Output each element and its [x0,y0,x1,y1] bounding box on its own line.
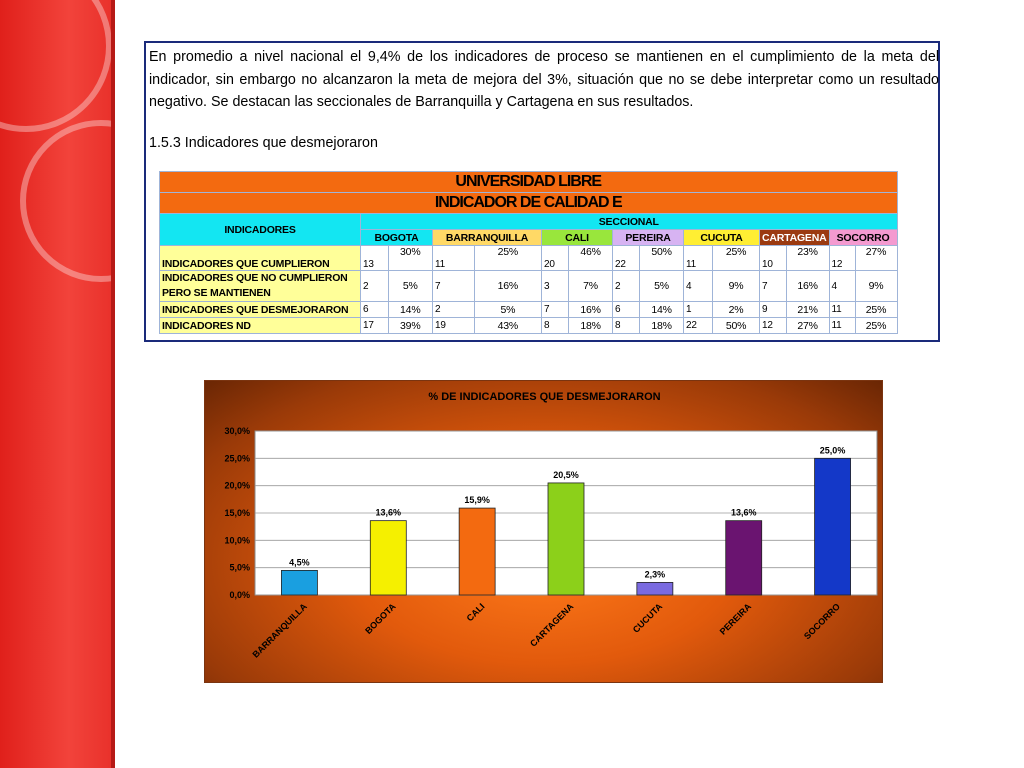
data-label: 2,3% [644,569,666,580]
count-cell: 12 [829,246,855,271]
count-cell: 7 [760,271,787,302]
count-cell: 11 [433,246,475,271]
content-panel [144,41,940,342]
percent-cell: 50% [640,246,684,271]
y-tick-label: 30,0% [224,426,250,436]
table-row [160,318,898,334]
count-cell: 9 [760,302,787,318]
y-tick-label: 5,0% [229,562,250,573]
percent-cell: 25% [855,318,897,334]
percent-cell: 43% [474,318,541,334]
row-label: INDICADORES QUE DESMEJORARON [160,302,361,318]
bar [459,508,495,595]
y-tick-label: 25,0% [224,453,250,464]
count-cell: 2 [433,302,475,318]
table-title-indicator: INDICADOR DE CALIDAD E [160,193,898,214]
column-header-socorro: SOCORRO [829,230,897,246]
indicators-table [159,171,898,334]
x-tick-label: CUCUTA [630,601,665,635]
percent-cell: 18% [640,318,684,334]
table-title-university: UNIVERSIDAD LIBRE [160,172,898,193]
percent-cell: 9% [855,271,897,302]
bar [726,521,762,595]
percent-cell: 2% [713,302,760,318]
count-cell: 20 [542,246,569,271]
percent-cell: 5% [474,302,541,318]
percent-cell: 5% [388,271,432,302]
section-heading: 1.5.3 Indicadores que desmejoraron [149,135,378,151]
summary-paragraph: En promedio a nivel nacional el 9,4% de los indicadores de proceso se mantienen en el cumplimiento de la meta del indicador, sin embargo no alcanzaron la meta de mejora del 3%, situación que no se debe interpretar como un resultado negativo. Se destacan las seccionales de Barranquilla y Cartagena en sus resultados. [149,49,939,110]
count-cell: 7 [542,302,569,318]
percent-cell: 39% [388,318,432,334]
x-tick-label: PEREIRA [717,601,754,637]
y-tick-label: 15,0% [224,508,250,518]
count-cell: 4 [684,271,713,302]
x-tick-label: BARRANQUILLA [250,601,309,660]
percent-cell: 27% [786,318,829,334]
count-cell: 2 [361,271,389,302]
count-cell: 11 [829,318,855,334]
count-cell: 8 [542,318,569,334]
count-cell: 2 [613,271,640,302]
column-header-bogota: BOGOTA [361,230,433,246]
data-label: 13,6% [730,507,757,518]
chart-container [204,380,883,683]
percent-cell: 25% [855,302,897,318]
percent-cell: 25% [474,246,541,271]
percent-cell: 21% [786,302,829,318]
decorative-side-band [0,0,115,768]
count-cell: 6 [613,302,640,318]
row-label: INDICADORES QUE CUMPLIERON [160,246,361,271]
data-label: 25,0% [819,445,846,456]
bar [281,570,317,595]
count-cell: 22 [684,318,713,334]
data-label: 13,6% [375,507,402,518]
band-edge [111,0,115,768]
row-label-line: INDICADORES QUE NO CUMPLIERON [162,272,348,284]
column-header-pereira: PEREIRA [613,230,684,246]
percent-cell: 50% [713,318,760,334]
chart-title: % DE INDICADORES QUE DESMEJORARON [428,391,661,403]
table-row [160,302,898,318]
data-label: 15,9% [464,495,490,506]
count-cell: 12 [760,318,787,334]
y-tick-label: 10,0% [224,535,250,546]
percent-cell: 9% [713,271,760,302]
percent-cell: 27% [855,246,897,271]
count-cell: 17 [361,318,389,334]
bar [370,521,406,595]
percent-cell: 14% [388,302,432,318]
bar-chart [205,381,882,682]
x-tick-label: SOCORRO [802,601,842,642]
decorative-ring [0,0,112,132]
x-tick-label: CARTAGENA [528,601,576,649]
percent-cell: 30% [388,246,432,271]
count-cell: 8 [613,318,640,334]
table-row [160,271,898,302]
row-label [160,271,361,302]
count-cell: 4 [829,271,855,302]
percent-cell: 7% [569,271,613,302]
count-cell: 1 [684,302,713,318]
column-header-cucuta: CUCUTA [684,230,760,246]
percent-cell: 18% [569,318,613,334]
count-cell: 11 [829,302,855,318]
percent-cell: 16% [786,271,829,302]
percent-cell: 23% [786,246,829,271]
percent-cell: 25% [713,246,760,271]
count-cell: 10 [760,246,787,271]
percent-cell: 14% [640,302,684,318]
column-header-barranquilla: BARRANQUILLA [433,230,542,246]
count-cell: 7 [433,271,475,302]
row-label: INDICADORES ND [160,318,361,334]
column-header-cartagena: CARTAGENA [760,230,830,246]
indicators-header: INDICADORES [160,214,361,246]
table-row [160,246,898,271]
data-label: 4,5% [289,557,310,568]
decorative-ring [20,120,115,282]
y-tick-label: 0,0% [229,590,250,600]
count-cell: 3 [542,271,569,302]
x-tick-label: CALI [464,601,487,624]
y-tick-label: 20,0% [224,480,250,491]
percent-cell: 5% [640,271,684,302]
count-cell: 22 [613,246,640,271]
bar [637,582,673,595]
x-tick-label: BOGOTA [363,601,398,636]
column-header-cali: CALI [542,230,613,246]
bar [548,483,584,595]
seccional-header: SECCIONAL [361,214,898,230]
percent-cell: 16% [569,302,613,318]
count-cell: 11 [684,246,713,271]
percent-cell: 46% [569,246,613,271]
bar [815,458,851,595]
count-cell: 6 [361,302,389,318]
data-label: 20,5% [553,469,579,480]
count-cell: 19 [433,318,475,334]
count-cell: 13 [361,246,389,271]
percent-cell: 16% [474,271,541,302]
row-label-line: PERO SE MANTIENEN [162,287,271,299]
